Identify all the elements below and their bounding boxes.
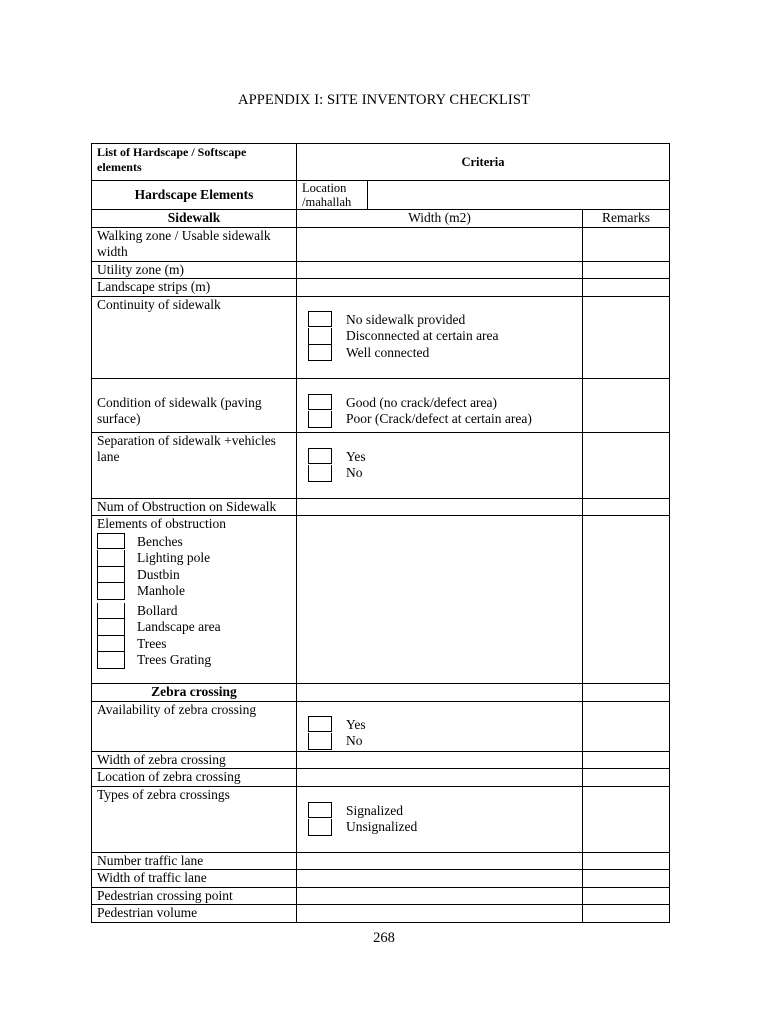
obstruction-item-manhole[interactable]: Manhole xyxy=(97,583,291,600)
obstruction-label: Elements of obstruction xyxy=(97,516,226,531)
utility-zone-remarks[interactable] xyxy=(583,261,670,279)
obstruction-item-landscape-area[interactable]: Landscape area xyxy=(97,619,291,636)
condition-options xyxy=(297,378,583,432)
zebra-types-remarks[interactable] xyxy=(583,786,670,852)
number-lane-remarks[interactable] xyxy=(583,852,670,870)
zebra-section-value xyxy=(297,684,583,702)
zebra-section-label: Zebra crossing xyxy=(92,684,297,702)
obstruction-item-lighting-pole[interactable]: Lighting pole xyxy=(97,550,291,567)
width-lane-label: Width of traffic lane xyxy=(92,870,297,888)
zebra-section-row xyxy=(92,684,670,702)
width-header-cell: Width (m2) xyxy=(297,210,583,228)
zebra-location-label: Location of zebra crossing xyxy=(92,769,297,787)
table-row xyxy=(92,498,670,516)
option-yes[interactable]: Yes xyxy=(308,717,577,734)
num-obstruction-remarks[interactable] xyxy=(583,498,670,516)
checkbox[interactable] xyxy=(97,533,125,549)
table-row xyxy=(92,751,670,769)
crossing-point-remarks[interactable] xyxy=(583,887,670,905)
checkbox[interactable] xyxy=(308,465,332,482)
table-row xyxy=(92,852,670,870)
table-row xyxy=(92,432,670,498)
condition-label: Condition of sidewalk (paving surface) xyxy=(92,378,297,432)
table-row xyxy=(92,905,670,923)
remarks-header-cell: Remarks xyxy=(583,210,670,228)
page-number: 268 xyxy=(373,930,395,946)
checkbox[interactable] xyxy=(308,394,332,410)
table-row xyxy=(92,296,670,378)
checkbox[interactable] xyxy=(308,802,332,818)
width-lane-value[interactable] xyxy=(297,870,583,888)
volume-label: Pedestrian volume xyxy=(92,905,297,923)
number-lane-value[interactable] xyxy=(297,852,583,870)
hardscape-header-cell: Hardscape Elements xyxy=(92,181,297,210)
checkbox[interactable] xyxy=(97,550,125,567)
number-lane-label: Number traffic lane xyxy=(92,852,297,870)
walking-zone-label: Walking zone / Usable sidewalk width xyxy=(92,227,297,261)
table-row xyxy=(92,701,670,751)
location-cell[interactable] xyxy=(297,181,670,210)
checkbox[interactable] xyxy=(308,411,332,428)
option-unsignalized[interactable]: Unsignalized xyxy=(308,819,577,836)
table-row xyxy=(92,786,670,852)
continuity-remarks[interactable] xyxy=(583,296,670,378)
table-row xyxy=(92,516,670,684)
table-row xyxy=(92,769,670,787)
availability-remarks[interactable] xyxy=(583,701,670,751)
checkbox[interactable] xyxy=(97,603,125,620)
obstruction-item-trees[interactable]: Trees xyxy=(97,636,291,653)
obstruction-item-trees-grating[interactable]: Trees Grating xyxy=(97,652,291,669)
obstruction-item-benches[interactable]: Benches xyxy=(97,534,291,551)
checkbox[interactable] xyxy=(308,733,332,750)
table-row xyxy=(92,870,670,888)
separation-label: Separation of sidewalk +vehicles lane xyxy=(92,432,297,498)
option-yes[interactable]: Yes xyxy=(308,449,577,466)
continuity-label: Continuity of sidewalk xyxy=(92,296,297,378)
landscape-strips-remarks[interactable] xyxy=(583,279,670,297)
site-inventory-table xyxy=(91,143,670,923)
zebra-width-value[interactable] xyxy=(297,751,583,769)
location-label: Location /mahallah xyxy=(297,181,368,209)
checkbox[interactable] xyxy=(97,567,125,584)
table-row xyxy=(92,378,670,432)
obstruction-remarks[interactable] xyxy=(583,516,670,684)
volume-remarks[interactable] xyxy=(583,905,670,923)
checkbox[interactable] xyxy=(308,448,332,464)
checkbox[interactable] xyxy=(308,716,332,732)
zebra-location-value[interactable] xyxy=(297,769,583,787)
page-title: APPENDIX I: SITE INVENTORY CHECKLIST xyxy=(238,92,530,108)
zebra-types-options xyxy=(297,786,583,852)
checkbox[interactable] xyxy=(308,328,332,345)
location-value[interactable] xyxy=(368,181,669,209)
table-row xyxy=(92,227,670,261)
table-header-row xyxy=(92,144,670,181)
walking-zone-value[interactable] xyxy=(297,227,583,261)
option-signalized[interactable]: Signalized xyxy=(308,803,577,820)
zebra-location-remarks[interactable] xyxy=(583,769,670,787)
table-row xyxy=(92,887,670,905)
option-well-connected[interactable]: Well connected xyxy=(308,345,577,362)
checkbox[interactable] xyxy=(308,345,332,362)
zebra-width-remarks[interactable] xyxy=(583,751,670,769)
width-lane-remarks[interactable] xyxy=(583,870,670,888)
obstruction-item-dustbin[interactable]: Dustbin xyxy=(97,567,291,584)
landscape-strips-label: Landscape strips (m) xyxy=(92,279,297,297)
utility-zone-value[interactable] xyxy=(297,261,583,279)
availability-label: Availability of zebra crossing xyxy=(92,701,297,751)
num-obstruction-value[interactable] xyxy=(297,498,583,516)
volume-value[interactable] xyxy=(297,905,583,923)
condition-remarks[interactable] xyxy=(583,378,670,432)
landscape-strips-value[interactable] xyxy=(297,279,583,297)
zebra-section-remarks xyxy=(583,684,670,702)
option-disconnected[interactable]: Disconnected at certain area xyxy=(308,328,577,345)
checkbox[interactable] xyxy=(97,636,125,653)
checkbox[interactable] xyxy=(308,311,332,327)
zebra-width-label: Width of zebra crossing xyxy=(92,751,297,769)
list-header-cell: List of Hardscape / Softscape elements xyxy=(92,144,297,181)
checkbox[interactable] xyxy=(308,819,332,836)
crossing-point-value[interactable] xyxy=(297,887,583,905)
option-good[interactable]: Good (no crack/defect area) xyxy=(308,395,577,412)
option-no[interactable]: No xyxy=(308,733,577,750)
hardscape-row xyxy=(92,181,670,210)
obstruction-cell xyxy=(92,516,297,684)
separation-options xyxy=(297,432,583,498)
checkbox[interactable] xyxy=(97,652,125,669)
walking-zone-remarks[interactable] xyxy=(583,227,670,261)
crossing-point-label: Pedestrian crossing point xyxy=(92,887,297,905)
checkbox[interactable] xyxy=(97,619,125,636)
continuity-options xyxy=(297,296,583,378)
availability-options xyxy=(297,701,583,751)
obstruction-item-bollard[interactable]: Bollard xyxy=(97,603,291,620)
option-poor[interactable]: Poor (Crack/defect at certain area) xyxy=(308,411,577,428)
num-obstruction-label: Num of Obstruction on Sidewalk xyxy=(92,498,297,516)
separation-remarks[interactable] xyxy=(583,432,670,498)
zebra-types-label: Types of zebra crossings xyxy=(92,786,297,852)
sidewalk-section-label: Sidewalk xyxy=(92,210,297,228)
obstruction-value[interactable] xyxy=(297,516,583,684)
checkbox[interactable] xyxy=(97,583,125,600)
sidewalk-section-row xyxy=(92,210,670,228)
utility-zone-label: Utility zone (m) xyxy=(92,261,297,279)
option-no-sidewalk[interactable]: No sidewalk provided xyxy=(308,312,577,329)
option-no[interactable]: No xyxy=(308,465,577,482)
table-row xyxy=(92,261,670,279)
criteria-header-cell: Criteria xyxy=(297,144,670,181)
table-row xyxy=(92,279,670,297)
